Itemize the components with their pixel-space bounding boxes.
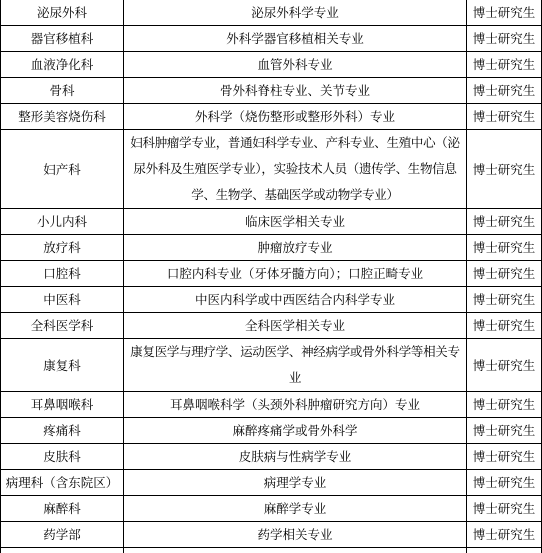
degree-cell: 博士研究生 [467, 313, 542, 339]
department-cell: 康复科 [1, 339, 124, 392]
department-cell: 药学部 [1, 522, 124, 548]
table-row-cutoff [1, 548, 542, 553]
table-row [1, 392, 542, 418]
major-cell: 临床医学相关专业 [124, 209, 467, 235]
degree-cell: 博士研究生 [467, 235, 542, 261]
degree-cell: 博士研究生 [467, 209, 542, 235]
table-row [1, 444, 542, 470]
table-row [1, 418, 542, 444]
major-cell: 耳鼻咽喉科学（头颈外科肿瘤研究方向）专业 [124, 392, 467, 418]
degree-cell: 博士研究生 [467, 339, 542, 392]
major-cell: 皮肤病与性病学专业 [124, 444, 467, 470]
major-cell: 康复医学与理疗学、运动医学、神经病学或骨外科学等相关专业 [124, 339, 467, 392]
table-row [1, 104, 542, 130]
table-row [1, 261, 542, 287]
major-cell: 口腔内科专业（牙体牙髓方向）；口腔正畸专业 [124, 261, 467, 287]
major-cell: 全科医学相关专业 [124, 313, 467, 339]
department-cell: 泌尿外科 [1, 0, 124, 26]
degree-cell: 博士研究生 [467, 52, 542, 78]
department-cell: 妇产科 [1, 130, 124, 209]
degree-cell: 博士研究生 [467, 392, 542, 418]
degree-cell: 博士研究生 [467, 444, 542, 470]
table-row [1, 235, 542, 261]
major-cell: 麻醉疼痛学或骨外科学 [124, 418, 467, 444]
major-cell: 外科学（烧伤整形或整形外科）专业 [124, 104, 467, 130]
major-cell: 泌尿外科学专业 [124, 0, 467, 26]
degree-cell: 博士研究生 [467, 104, 542, 130]
department-cell: 皮肤科 [1, 444, 124, 470]
empty-cell [1, 548, 124, 553]
table-row [1, 522, 542, 548]
department-cell: 小儿内科 [1, 209, 124, 235]
table-row [1, 313, 542, 339]
table-row [1, 209, 542, 235]
department-cell: 病理科（含东院区） [1, 470, 124, 496]
table-row [1, 496, 542, 522]
major-cell: 肿瘤放疗专业 [124, 235, 467, 261]
department-cell: 整形美容烧伤科 [1, 104, 124, 130]
empty-cell [124, 548, 467, 553]
department-cell: 中医科 [1, 287, 124, 313]
major-cell: 妇科肿瘤学专业，普通妇科学专业、产科专业、生殖中心（泌尿外科及生殖医学专业），实验技术人员（遗传学、生物信息学、生物学、基础医学或动物学专业） [124, 130, 467, 209]
degree-cell: 博士研究生 [467, 470, 542, 496]
degree-cell: 博士研究生 [467, 522, 542, 548]
department-cell: 口腔科 [1, 261, 124, 287]
department-cell: 器官移植科 [1, 26, 124, 52]
major-cell: 血管外科专业 [124, 52, 467, 78]
table-row [1, 52, 542, 78]
table-row [1, 339, 542, 392]
major-cell: 骨外科脊柱专业、关节专业 [124, 78, 467, 104]
major-cell: 病理学专业 [124, 470, 467, 496]
degree-cell: 博士研究生 [467, 0, 542, 26]
table-row [1, 0, 542, 26]
degree-cell: 博士研究生 [467, 418, 542, 444]
major-cell: 外科学器官移植相关专业 [124, 26, 467, 52]
department-cell: 麻醉科 [1, 496, 124, 522]
degree-cell: 博士研究生 [467, 261, 542, 287]
department-cell: 耳鼻咽喉科 [1, 392, 124, 418]
department-cell: 全科医学科 [1, 313, 124, 339]
empty-cell [467, 548, 542, 553]
major-cell: 中医内科学或中西医结合内科学专业 [124, 287, 467, 313]
department-cell: 血液净化科 [1, 52, 124, 78]
degree-cell: 博士研究生 [467, 496, 542, 522]
department-cell: 骨科 [1, 78, 124, 104]
major-cell: 药学相关专业 [124, 522, 467, 548]
table-row [1, 26, 542, 52]
table-row [1, 470, 542, 496]
table-row [1, 130, 542, 209]
major-cell: 麻醉学专业 [124, 496, 467, 522]
department-cell: 疼痛科 [1, 418, 124, 444]
degree-cell: 博士研究生 [467, 26, 542, 52]
degree-cell: 博士研究生 [467, 287, 542, 313]
degree-cell: 博士研究生 [467, 78, 542, 104]
department-cell: 放疗科 [1, 235, 124, 261]
degree-cell: 博士研究生 [467, 130, 542, 209]
table-row [1, 287, 542, 313]
table-row [1, 78, 542, 104]
